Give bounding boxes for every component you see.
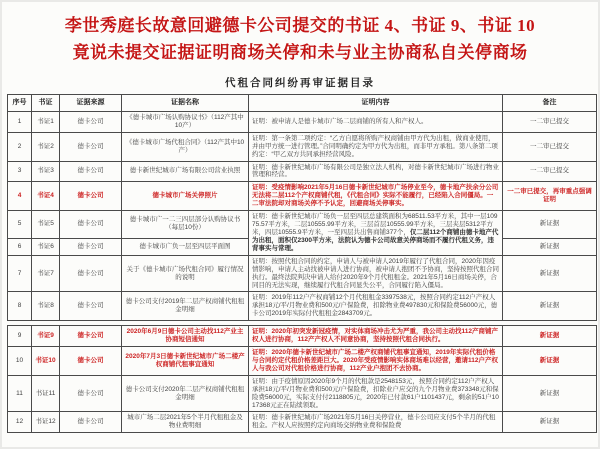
- table-row: [8, 211, 597, 239]
- cell-proof: 证明：2020年初突发新冠疫情，对实体商场冲击尤为严重，我公司主动找112产商铺产权人进行协商，112产产权人不同意协商，坚持按照代租合同执行。: [249, 326, 503, 347]
- cell-name: 城市广场二层2021年5个半月代租租金及物业费明细: [122, 412, 249, 433]
- cell-name: 德卡公司支付2020年二层产权商铺代租租金明细: [122, 375, 249, 412]
- cell-evidence-id: 书证2: [32, 132, 60, 161]
- cell-evidence-id: 书证6: [32, 238, 60, 255]
- proof-bold-part: 仅二层112个商铺由德卡地产代为出租，面积仅2300平方米，法院认为德卡公司故意关停商场而不履行代租义务，违背事实与常理。: [252, 228, 499, 252]
- cell-source: 德卡公司: [60, 211, 122, 239]
- cell-proof-merged: [249, 211, 503, 256]
- cell-proof: 证明：2020年德卡新世纪城市广场二楼产权商铺代租事宜通知，2019年实际代租价格与合同约定代租价格差距巨大。2020年受疫情影响实体商场难以经营，邀请112户产权人与我公司对代租价格进行协商，112产业户抱团不去协商。: [249, 347, 503, 376]
- cell-no: 9: [8, 326, 32, 347]
- cell-evidence-id: 书证3: [32, 161, 60, 182]
- cell-name: 德卡城市广场关停照片: [122, 182, 249, 211]
- cell-proof: 证明：由于疫情原因2020年9个月的代租款是2548153元，按照合同约定112户产权人承担18元/平/月物业费和500元/户保险费，扣除业户应交的九个月物业费373348元和保险费56000元，实际支付付2118805元，2020年已付款61户1101437元，剩余的51户1017368元正在陆续领取。: [249, 375, 503, 412]
- table-row-highlighted: [8, 347, 597, 376]
- document-page: [2, 2, 598, 447]
- cell-no: 10: [8, 347, 32, 376]
- cell-no: 2: [8, 132, 32, 161]
- cell-remark: 一二审已提交: [503, 161, 597, 182]
- cell-source: 德卡公司: [60, 292, 122, 321]
- cell-source: 德卡公司: [60, 111, 122, 132]
- table-row-highlighted: [8, 326, 597, 347]
- cell-proof: 证明：受疫情影响2021年5月16日德卡新世纪城市广场停业至今，德卡地产扶余分公司无法将二层112个产权商铺代租，《代租合同》实际不能履行，已经陷入合同僵局。一二审法院却对商场关停不予认定，回避商场关停事实。: [249, 182, 503, 211]
- cell-no: 5: [8, 211, 32, 239]
- cell-evidence-id: 书证8: [32, 292, 60, 321]
- column-header-name: 证据名称: [122, 95, 249, 112]
- cell-remark: 一二审已提交，再审重点强调证明: [503, 182, 597, 211]
- cell-remark: 新证据: [503, 238, 597, 255]
- cell-source: 德卡公司: [60, 375, 122, 412]
- cell-name: 德卡公司支付2019年二层产权商铺代租租金明细: [122, 292, 249, 321]
- cell-source: 德卡公司: [60, 255, 122, 292]
- cell-remark: 新证据: [503, 412, 597, 433]
- header-row: [8, 95, 597, 112]
- cell-evidence-id: 书证1: [32, 111, 60, 132]
- table-row: [8, 132, 597, 161]
- cell-remark: 新证据: [503, 347, 597, 376]
- table-row: [8, 161, 597, 182]
- cell-remark: 新证据: [503, 375, 597, 412]
- cell-proof: 证明：2019年112户产权商铺12个月代租租金3397538元，按照合同约定112户产权人承担18元/平/月物业费和500元/户保险费，扣除物业费497830元和保险费56000元，德卡公司2019年实际付代租租金2843709元。: [249, 292, 503, 321]
- cell-remark: 新证据: [503, 292, 597, 321]
- cell-remark: 新证据: [503, 326, 597, 347]
- cell-source: 德卡公司: [60, 161, 122, 182]
- main-title-line2: 竟说未提交证据证明商场关停和未与业主协商私自关停商场: [72, 43, 528, 63]
- cell-remark: 一二审已提交: [503, 111, 597, 132]
- table-caption: 代租合同纠纷再审证据目录: [225, 78, 375, 90]
- cell-source: 德卡公司: [60, 132, 122, 161]
- table-row-highlighted: [8, 182, 597, 211]
- cell-no: 4: [8, 182, 32, 211]
- cell-no: 11: [8, 375, 32, 412]
- cell-source: 德卡公司: [60, 182, 122, 211]
- table-row: [8, 412, 597, 433]
- cell-evidence-id: 书证7: [32, 255, 60, 292]
- column-header-proof: 证明内容: [249, 95, 503, 112]
- cell-evidence-id: 书证5: [32, 211, 60, 239]
- column-header-source: 证据来源: [60, 95, 122, 112]
- cell-name: 《德卡城市广场代租合同》（112产其中10产）: [122, 132, 249, 161]
- cell-source: 德卡公司: [60, 326, 122, 347]
- cell-source: 德卡公司: [60, 238, 122, 255]
- cell-no: 8: [8, 292, 32, 321]
- cell-remark: 一二审已提交: [503, 132, 597, 161]
- cell-proof: 证明：被申请人是德卡城市广场二层商铺的所有人和产权人。: [249, 111, 503, 132]
- cell-proof: 证明：德卡新世纪城市广场有限公司是独立法人机构，对德卡新世纪城市广场进行物业管理和经营。: [249, 161, 503, 182]
- table-row: [8, 292, 597, 321]
- cell-source: 德卡公司: [60, 412, 122, 433]
- evidence-table-part1: [7, 94, 597, 321]
- main-title: [17, 12, 583, 66]
- cell-source: 德卡公司: [60, 347, 122, 376]
- cell-evidence-id: 书证12: [32, 412, 60, 433]
- cell-no: 7: [8, 255, 32, 292]
- cell-no: 3: [8, 161, 32, 182]
- cell-name: 关于《德卡城市广场代租合同》履行情况的说明: [122, 255, 249, 292]
- cell-evidence-id: 书证11: [32, 375, 60, 412]
- cell-remark: 新证据: [503, 255, 597, 292]
- cell-evidence-id: 书证9: [32, 326, 60, 347]
- cell-remark: 新证据: [503, 211, 597, 239]
- column-header-remark: 备注: [503, 95, 597, 112]
- cell-no: 1: [8, 111, 32, 132]
- cell-name: 2020年7月3日德卡新世纪城市广场二楼产权商铺代租事宜通知: [122, 347, 249, 376]
- cell-name: 德卡新世纪城市广场有限公司营业执照: [122, 161, 249, 182]
- cell-name: 德卡城市广一二三四层部分认购协议书（每层10份）: [122, 211, 249, 239]
- table-row: [8, 255, 597, 292]
- main-title-line1: 李世秀庭长故意回避德卡公司提交的书证 4、书证 9、书证 10: [64, 16, 536, 35]
- table-row: [8, 375, 597, 412]
- cell-proof: 证明：德卡新世纪城市广场2021年5月16日关停营业，德卡公司应支付5个半月的代租租金。产权人应按照约定向商场交纳物业费和保险费: [249, 412, 503, 433]
- evidence-table-part2: [7, 325, 597, 433]
- cell-proof: 证明：第一条第二项约定：“乙方自愿将所购产权商铺由甲方代为出租，做商业使用，并由甲方统一进行管理。”合同明确约定为甲方代为出租，而非甲方承租。第八条第二项约定：“甲乙双方共同承担经营风险。: [249, 132, 503, 161]
- column-header-no: 序号: [8, 95, 32, 112]
- table-row: [8, 111, 597, 132]
- cell-name: 2020年6月9日德卡公司主动找112产业主协商短信通知: [122, 326, 249, 347]
- column-header-evidence-id: 书证: [32, 95, 60, 112]
- cell-name: 德卡城市广负一层至四层平面图: [122, 238, 249, 255]
- cell-no: 6: [8, 238, 32, 255]
- cell-proof: 证明：按照代租合同的约定，申请人与被申请人2019年履行了代租合同，2020年因疫情影响，申请人主动找被申请人进行协商，被申请人抱团不予协商，坚持按照代租合同执行。最终法院判决申请人给付2020年9个月代租租金。2021年5月16日商场关停，合同目的无法实现，继续履行代租合同显失公平，合同履行陷入僵局。: [249, 255, 503, 292]
- cell-name: 《德卡城市广场认购协议书》（112产其中10产）: [122, 111, 249, 132]
- cell-evidence-id: 书证10: [32, 347, 60, 376]
- cell-no: 12: [8, 412, 32, 433]
- cell-evidence-id: 书证4: [32, 182, 60, 211]
- proof-normal-part: 证明：德卡新世纪城市广场负一层至四层总建筑面积为68511.53平方米，其中一层10975.57平方米，二层10555.99平方米，三层首层10555.99平方米，三层夹层5312平方米，四层10555.9平方米，一至四层共出售商铺377个，: [252, 213, 498, 236]
